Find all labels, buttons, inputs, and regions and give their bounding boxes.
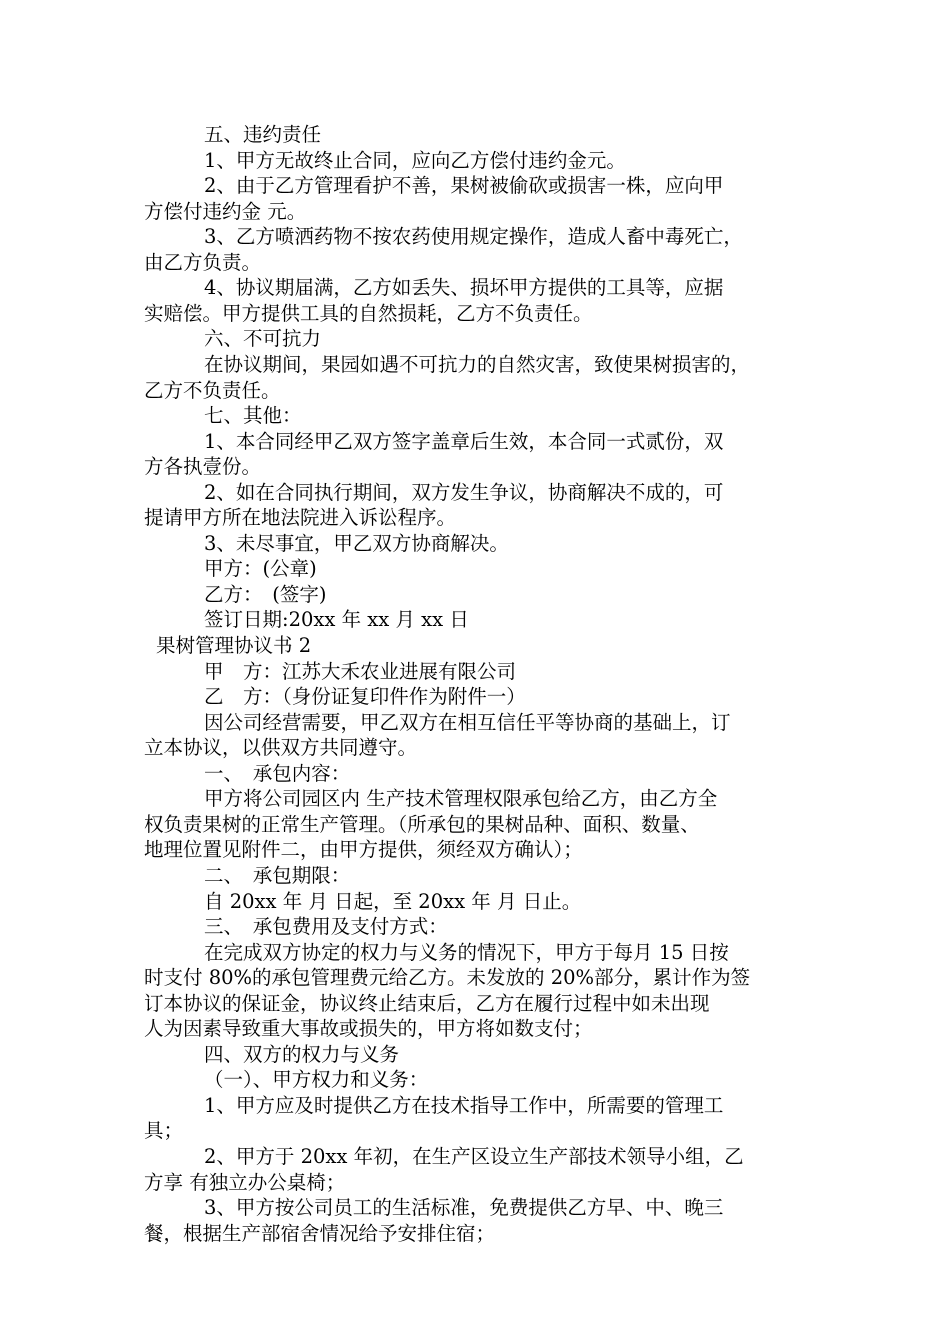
document-line: 立本协议，以供双方共同遵守。 [144, 736, 418, 760]
document-line: 七、其他： [204, 404, 302, 428]
document-line: 3、甲方按公司员工的生活标准，免费提供乙方早、中、晚三 [204, 1196, 724, 1220]
document-line: 方偿付违约金 元。 [144, 199, 307, 223]
document-line: 自 20xx 年 月 日起，至 20xx 年 月 日止。 [204, 889, 582, 913]
document-line: 3、乙方喷洒药物不按农药使用规定操作，造成人畜中毒死亡， [204, 225, 743, 249]
document-line: 签订日期:20xx 年 xx 月 xx 日 [204, 608, 469, 632]
document-line: 3、未尽事宜，甲乙双方协商解决。 [204, 531, 509, 555]
document-line: 2、如在合同执行期间，双方发生争议，协商解决不成的，可 [204, 480, 724, 504]
document-line: 1、甲方应及时提供乙方在技术指导工作中，所需要的管理工 [204, 1093, 724, 1117]
document-line: 具； [144, 1119, 184, 1143]
document-line: 2、由于乙方管理看护不善，果树被偷砍或损害一株，应向甲 [204, 174, 724, 198]
document-line: 人为因素导致重大事故或损失的，甲方将如数支付； [144, 1017, 593, 1041]
document-line: 因公司经营需要，甲乙双方在相互信任平等协商的基础上，订 [204, 710, 731, 734]
document-line: 由乙方负责。 [144, 250, 262, 274]
document-line: 订本协议的保证金，协议终止结束后，乙方在履行过程中如未出现 [144, 991, 710, 1015]
document-line: 地理位置见附件二，由甲方提供，须经双方确认）； [144, 838, 583, 862]
document-line: 二、 承包期限： [204, 863, 351, 887]
document-line: 在完成双方协定的权力与义务的情况下，甲方于每月 15 日按 [204, 940, 729, 964]
document-line: 三、 承包费用及支付方式： [204, 915, 448, 939]
document-line: 时支付 80%的承包管理费元给乙方。未发放的 20%部分，累计作为签 [144, 966, 751, 990]
document-line: 甲方：(公章) [204, 557, 317, 581]
document-line: 1、本合同经甲乙双方签字盖章后生效，本合同一式贰份，双 [204, 429, 724, 453]
document-line: 甲方将公司园区内 生产技术管理权限承包给乙方，由乙方全 [204, 787, 718, 811]
document-line: 方各执壹份。 [144, 455, 262, 479]
document-line: （一）、甲方权力和义务： [204, 1068, 429, 1092]
document-line: 在协议期间，果园如遇不可抗力的自然灾害，致使果树损害的， [204, 352, 751, 376]
document-line: 乙方： (签字) [204, 582, 327, 606]
document-line: 乙 方：（身份证复印件作为附件一） [204, 685, 526, 709]
document-line: 4、协议期届满，乙方如丢失、损坏甲方提供的工具等，应据 [204, 276, 724, 300]
document-line: 实赔偿。甲方提供工具的自然损耗，乙方不负责任。 [144, 301, 593, 325]
document-line: 一、 承包内容： [204, 761, 351, 785]
document-line: 甲 方：江苏大禾农业进展有限公司 [204, 659, 517, 683]
document-line: 四、双方的权力与义务 [204, 1042, 400, 1066]
document-line: 六、不可抗力 [204, 327, 322, 351]
document-line: 权负责果树的正常生产管理。（所承包的果树品种、面积、数量、 [144, 812, 700, 836]
document-line: 乙方不负责任。 [144, 378, 281, 402]
document-line: 1、甲方无故终止合同，应向乙方偿付违约金元。 [204, 148, 626, 172]
document-line: 方享 有独立办公桌椅； [144, 1170, 346, 1194]
document-line: 提请甲方所在地法院进入诉讼程序。 [144, 506, 457, 530]
document-line: 果树管理协议书 2 [156, 634, 312, 657]
document-line: 五、违约责任 [204, 123, 322, 146]
document-line: 2、甲方于 20xx 年初，在生产区设立生产部技术领导小组，乙 [204, 1145, 744, 1168]
document-line: 餐，根据生产部宿舍情况给予安排住宿； [144, 1221, 496, 1245]
